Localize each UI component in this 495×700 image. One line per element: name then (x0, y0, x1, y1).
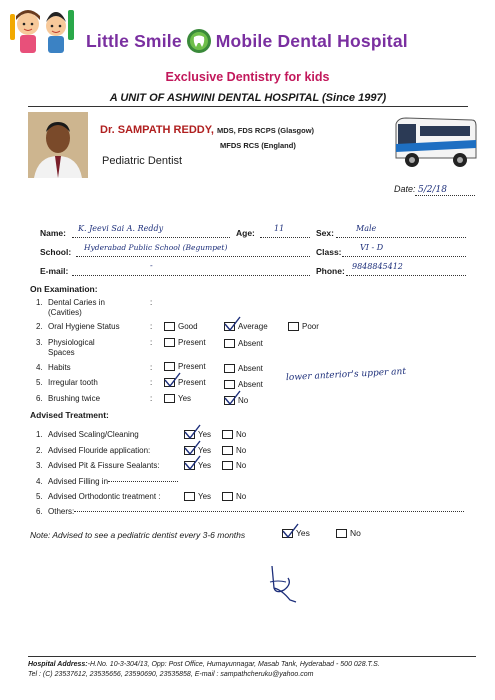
date-field (394, 184, 447, 195)
brushing-yes-checkbox[interactable]: Yes (164, 394, 191, 403)
oral-hygiene-poor-checkbox[interactable]: Poor (288, 322, 319, 331)
age-value[interactable]: 11 (274, 224, 285, 233)
title-part2: Mobile Dental Hospital (215, 30, 408, 51)
subtitle: Exclusive Dentistry for kids (165, 70, 330, 84)
exam-item-physiological: 3. Physiological (36, 338, 95, 347)
class-label: Class: (316, 247, 342, 257)
doctor-photo (28, 112, 88, 178)
exam-item-habits: 4. Habits (36, 363, 71, 372)
treatment-item-flouride: 2. Advised Flouride application: (36, 446, 151, 455)
age-label: Age: (236, 228, 255, 238)
email-value[interactable]: - (150, 261, 153, 270)
phone-value[interactable]: 9848845412 (352, 262, 403, 271)
oral-hygiene-average-checkbox[interactable]: Average (224, 322, 268, 331)
footer (28, 656, 476, 680)
sealants-no-checkbox[interactable]: No (222, 461, 246, 470)
treatment-item-filling: 4. Advised Filling in (36, 477, 178, 486)
exam-item-physiological-sub: Spaces (48, 348, 75, 357)
title-part1: Little Smile (86, 30, 182, 51)
checkmark-icon (183, 424, 201, 440)
scaling-yes-checkbox[interactable]: Yes (184, 430, 211, 439)
flouride-no-checkbox[interactable]: No (222, 446, 246, 455)
orthodontic-yes-checkbox[interactable]: Yes (184, 492, 211, 501)
treatment-item-scaling: 1. Advised Scaling/Cleaning (36, 430, 139, 439)
name-line (72, 237, 230, 238)
doctor-name: Dr. SAMPATH REDDY, MDS, FDS RCPS (Glasgow) (100, 124, 315, 136)
examination-title: On Examination: (30, 284, 98, 294)
exam-item-caries-sub: (Cavities) (48, 308, 82, 317)
treatment-item-sealants: 3. Advised Pit & Fissure Sealants: (36, 461, 160, 470)
phone-line (346, 275, 466, 276)
checkmark-icon (223, 316, 241, 332)
date-line (415, 195, 475, 196)
sex-value[interactable]: Male (356, 224, 377, 233)
scaling-no-checkbox[interactable]: No (222, 430, 246, 439)
irregular-tooth-note[interactable]: lower anterior's upper ant (285, 366, 407, 384)
phone-label: Phone: (316, 266, 345, 276)
checkmark-icon (281, 523, 299, 539)
exam-item-brushing: 6. Brushing twice (36, 394, 101, 403)
class-line (342, 256, 466, 257)
school-value[interactable]: Hyderabad Public School (Begumpet) (84, 243, 228, 252)
treatment-item-others: 6. Others: (36, 507, 464, 516)
date-label: Date: (394, 184, 416, 194)
followup-note: Note: Advised to see a pediatric dentist every 3-6 months (30, 530, 246, 540)
sex-label: Sex: (316, 228, 334, 238)
class-value[interactable]: VI - D (360, 243, 384, 252)
date-value: 5/2/18 (418, 185, 447, 195)
kids-logo-icon (6, 4, 84, 58)
habits-absent-checkbox[interactable]: Absent (224, 364, 263, 373)
tooth-logo-icon (186, 28, 212, 54)
age-line (260, 237, 310, 238)
oral-hygiene-good-checkbox[interactable]: Good (164, 322, 198, 331)
specialty: Pediatric Dentist (102, 155, 183, 167)
physiological-absent-checkbox[interactable]: Absent (224, 339, 263, 348)
followup-no-checkbox[interactable]: No (336, 528, 361, 538)
checkmark-icon (223, 390, 241, 406)
sealants-yes-checkbox[interactable]: Yes (184, 461, 211, 470)
sex-line (336, 237, 466, 238)
treatment-item-orthodontic: 5. Advised Orthodontic treatment : (36, 492, 161, 501)
footer-tel: Tel : (C) 23537612, 23535656, 23590690, 23535858, E-mail : sampathcheruku@yahoo.com (28, 671, 314, 678)
irregular-present-checkbox[interactable]: Present (164, 378, 206, 387)
irregular-absent-checkbox[interactable]: Absent (224, 380, 263, 389)
school-label: School: (40, 247, 72, 257)
exam-item-oral-hygiene: 2. Oral Hygiene Status (36, 322, 120, 331)
checkmark-icon (183, 455, 201, 471)
hospital-title (86, 28, 408, 54)
physiological-present-checkbox[interactable]: Present (164, 338, 206, 347)
checkmark-icon (163, 372, 181, 388)
exam-item-caries: 1. Dental Caries in (36, 298, 105, 307)
brushing-no-checkbox[interactable]: No (224, 396, 248, 405)
habits-present-checkbox[interactable]: Present (164, 362, 206, 371)
followup-yes-checkbox[interactable]: Yes (282, 528, 310, 538)
exam-item-irregular-tooth: 5. Irregular tooth (36, 378, 98, 387)
name-value[interactable]: K. Jeevi Sai A. Reddy (78, 224, 164, 233)
orthodontic-no-checkbox[interactable]: No (222, 492, 246, 501)
signature-icon (262, 560, 312, 606)
email-label: E-mail: (40, 266, 69, 276)
checkmark-icon (183, 440, 201, 456)
doctor-quals: MDS, FDS RCPS (Glasgow) (216, 126, 315, 135)
name-label: Name: (40, 228, 66, 238)
doctor-quals2: MFDS RCS (England) (220, 141, 296, 150)
treatment-title: Advised Treatment: (30, 410, 109, 420)
footer-address: Hospital Address:-H.No. 10-3-304/13, Opp: Post Office, Humayunnagar, Masab Tank, Hyderabad - 500 028.T.S. (28, 661, 380, 668)
email-line (72, 275, 310, 276)
flouride-yes-checkbox[interactable]: Yes (184, 446, 211, 455)
mobile-bus-icon (392, 114, 478, 170)
school-line (76, 256, 310, 257)
unit-line: A UNIT OF ASHWINI DENTAL HOSPITAL (Since 1997) (28, 92, 468, 107)
